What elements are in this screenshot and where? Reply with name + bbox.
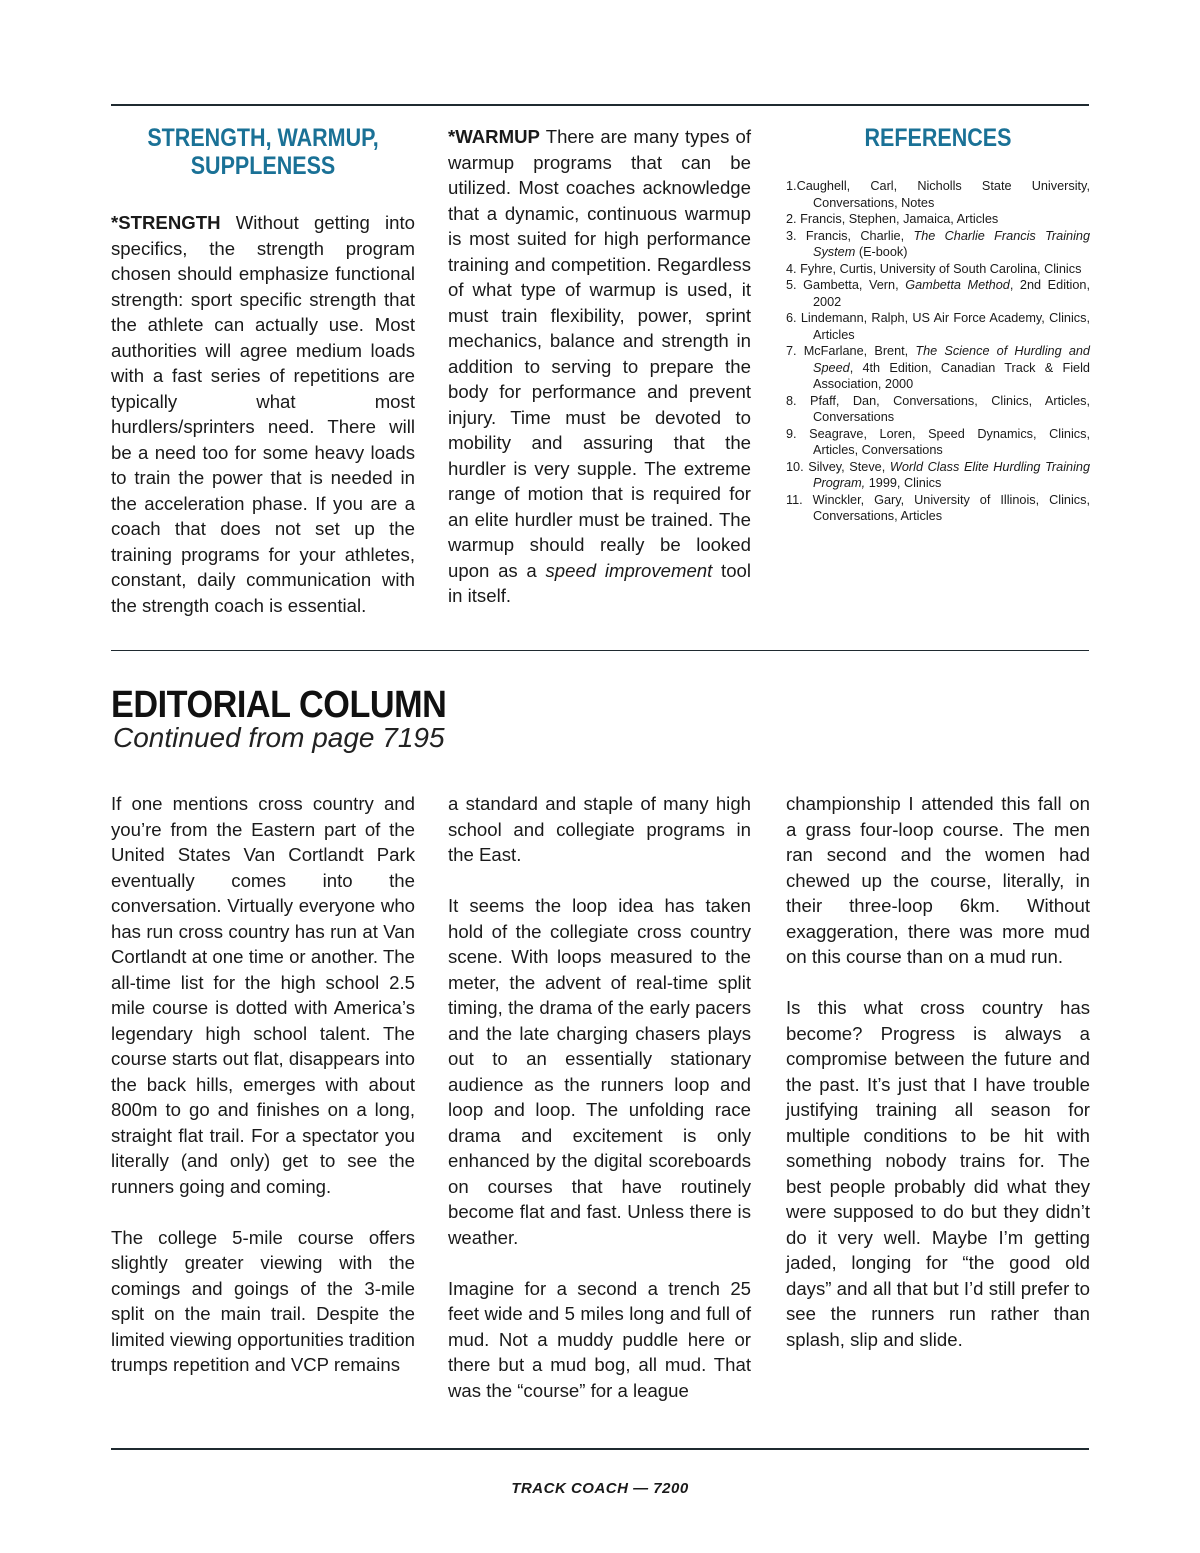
strength-text: Without getting into specifics, the strength program chosen should emphasize functional strength: sport specific strength that the athlete can actually use. Most authorities will agree medium loads with a fast series of repetitions are typically what most hurdlers/sprinters need. There will be a need too for some heavy loads to train the power that is needed in the acceleration phase. If you are a coach that does not set up the training programs for your athletes, constant, daily communication with the strength coach is essential.: [111, 212, 415, 616]
editorial-paragraph: Imagine for a second a trench 25 feet wide and 5 miles long and full of mud. Not a muddy puddle here or there but a mud bog, all mud. That was the “course” for a league: [448, 1277, 751, 1401]
editorial-column-2: [448, 791, 751, 1403]
editorial-paragraph: championship I attended this fall on a grass four-loop course. The men ran second and the women had chewed up the course, literally, in their three-loop 6km. Without exaggeration, there was more mud on this course than on a mud run.: [786, 793, 1090, 967]
editorial-column-3: [786, 791, 1090, 1352]
section-heading: STRENGTH, WARMUP, SUPPLENESS: [147, 124, 379, 180]
warmup-runin: *WARMUP: [448, 126, 540, 147]
bottom-divider: [111, 1448, 1089, 1450]
warmup-text-b: tool in itself.: [448, 559, 752, 606]
top-divider: [111, 104, 1089, 106]
strength-paragraph: [111, 210, 415, 618]
warmup-paragraph: [448, 124, 751, 609]
warmup-column: [448, 124, 751, 609]
references-heading: REFERENCES: [864, 124, 1012, 152]
editorial-paragraph: a standard and staple of many high school and collegiate programs in the East.: [448, 793, 751, 865]
reference-item: 9. Seagrave, Loren, Speed Dynamics, Clinics, Articles, Conversations: [786, 426, 1090, 457]
warmup-emphasis: speed improvement: [545, 559, 713, 581]
editorial-title: EDITORIAL COLUMN: [111, 684, 447, 726]
middle-divider: [111, 650, 1089, 651]
page-footer: TRACK COACH — 7200: [511, 1480, 689, 1497]
reference-item: 2. Francis, Stephen, Jamaica, Articles: [786, 212, 999, 226]
references-list: [786, 178, 1090, 525]
editorial-subtitle: Continued from page 7195: [113, 722, 445, 753]
reference-item: 5. Gambetta, Vern, Gambetta Method, 2nd Edition, 2002: [786, 278, 1091, 309]
reference-item: 6. Lindemann, Ralph, US Air Force Academy, Clinics, Articles: [786, 311, 1090, 342]
references-column: [786, 124, 1090, 525]
strength-runin: *STRENGTH: [111, 212, 221, 233]
strength-column: [111, 124, 415, 618]
reference-item: 10. Silvey, Steve, World Class Elite Hurdling Training Program, 1999, Clinics: [786, 459, 1090, 490]
reference-item: 4. Fyhre, Curtis, University of South Carolina, Clinics: [786, 261, 1082, 276]
editorial-paragraph: It seems the loop idea has taken hold of the collegiate cross country scene. With loops measured to the meter, the advent of real-time split timing, the drama of the early pacers and the late charging chasers plays out to an essentially stationary audience as the runners loop and loop and loop. The unfolding race drama and excitement is only enhanced by the digital scoreboards on courses that have routinely become flat and fast. Unless there is weather.: [448, 895, 751, 1248]
editorial-column-1: [111, 791, 415, 1378]
reference-item: 3. Francis, Charlie, The Charlie Francis Training System (E-book): [786, 228, 1090, 259]
warmup-text-a: There are many types of warmup programs that can be utilized. Most coaches acknowledge that a dynamic, continuous warmup is most suited for high performance training and competition. Regardless of what type of warmup is used, it must train flexibility, power, sprint mechanics, balance and strength in addition to serving to prepare the body for performance and prevent injury. Time must be devoted to mobility and assuring that the hurdler is very supple. The extreme range of motion that is required for an elite hurdler must be trained. The warmup should really be looked upon as a: [448, 126, 751, 581]
editorial-paragraph: If one mentions cross country and you’re from the Eastern part of the United States Van Cortlandt Park eventually comes into the conversation. Virtually everyone who has run cross country has run at Van Cortlandt at one time or another. The all-time list for the high school 2.5 mile course is dotted with America’s legendary high school talent. The course starts out flat, disappears into the back hills, emerges with about 800m to go and finishes on a long, straight flat trail. For a spectator you literally (and only) get to see the runners going and coming.: [111, 793, 415, 1197]
editorial-paragraph: Is this what cross country has become? Progress is always a compromise between the future and the past. It’s just that I have trouble justifying training all season for multiple conditions to be hit with something nobody trains for. The best people probably did what they were supposed to do but they didn’t do it very well. Maybe I’m getting jaded, longing for “the good old days” and all that but I’d still prefer to see the runners run rather than splash, slip and slide.: [786, 997, 1090, 1350]
reference-item: 11. Winckler, Gary, University of Illinois, Clinics, Conversations, Articles: [786, 492, 1090, 523]
reference-item: 7. McFarlane, Brent, The Science of Hurdling and Speed, 4th Edition, Canadian Track & Field Association, 2000: [786, 344, 1090, 391]
editorial-paragraph: The college 5-mile course offers slightly greater viewing with the comings and goings of the 3-mile split on the main trail. Despite the limited viewing opportunities tradition trumps repetition and VCP remains: [111, 1226, 415, 1375]
reference-item: 1.Caughell, Carl, Nicholls State University, Conversations, Notes: [786, 179, 1090, 210]
reference-item: 8. Pfaff, Dan, Conversations, Clinics, Articles, Conversations: [786, 393, 1090, 424]
